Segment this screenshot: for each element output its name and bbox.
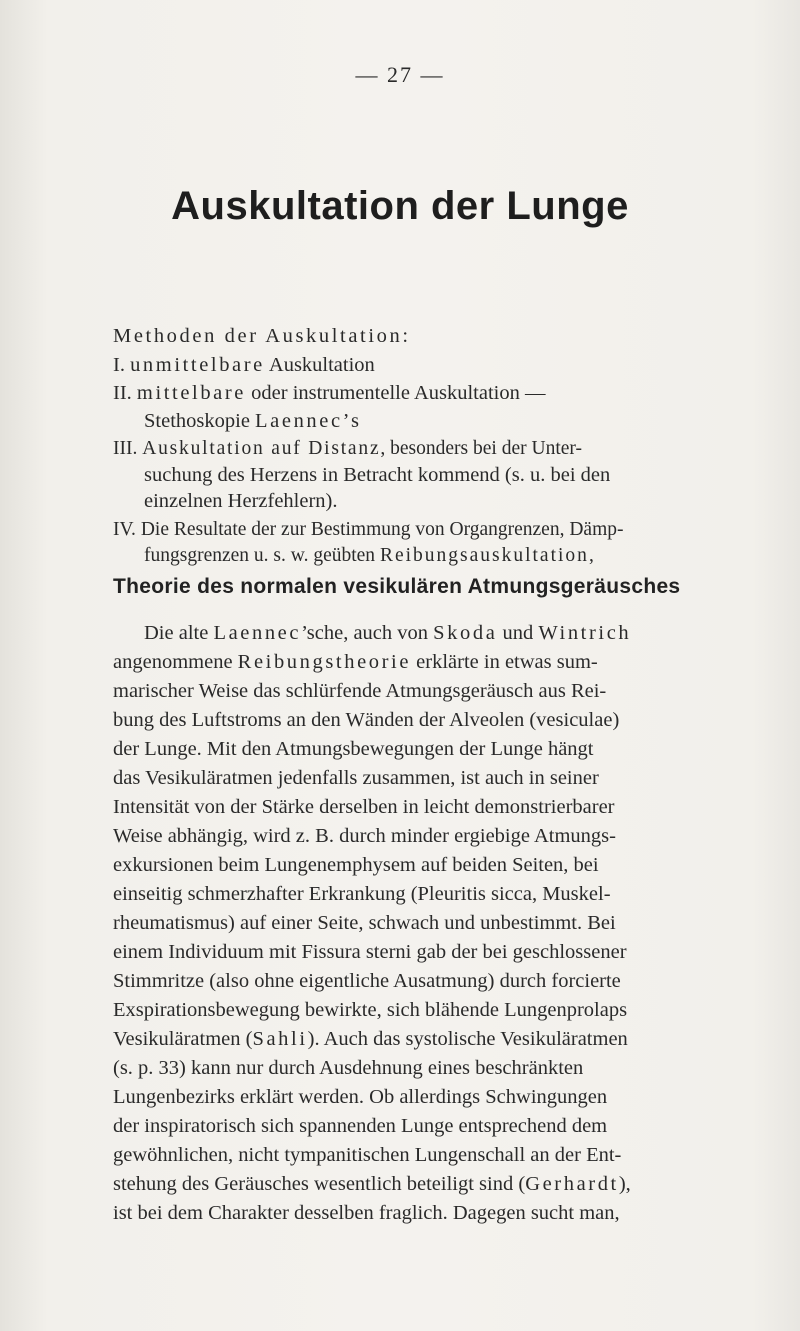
methods-heading: Methoden der Auskultation: <box>113 325 411 347</box>
para-1-text-a: Die alte <box>144 622 214 644</box>
section-heading: Theorie des normalen vesikulären Atmungsgeräusches <box>113 575 681 598</box>
paragraph-line-7: Intensität von der Stärke derselben in leicht demonstrierbarer <box>113 796 615 818</box>
paragraph-line-6: das Vesikuläratmen jedenfalls zusammen, ist auch in seiner <box>113 767 599 789</box>
paragraph-line-5: der Lunge. Mit den Atmungsbewegungen der Lunge hängt <box>113 738 594 760</box>
method-3-text: , besonders bei der Unter- <box>380 438 582 459</box>
method-4-cont-1 <box>144 543 800 569</box>
paragraph-line-14: Exspirationsbewegung bewirkte, sich blähende Lungenprolaps <box>113 999 628 1021</box>
paragraph-line-2 <box>113 649 800 675</box>
method-4-text: Die Resultate der zur Bestimmung von Organgrenzen, Dämp- <box>140 519 624 540</box>
author-wintrich: Wintrich <box>538 622 632 644</box>
author-laennec: Laennec <box>213 622 302 644</box>
method-item-4 <box>113 517 800 543</box>
method-3-cont-2: einzelnen Herzfehlern). <box>144 490 338 512</box>
method-2-text: oder instrumentelle Auskultation — <box>246 382 546 404</box>
method-3-emphasis: Auskultation auf Distanz <box>142 438 381 459</box>
method-item-2 <box>113 380 800 406</box>
paragraph-line-20 <box>113 1171 800 1197</box>
paragraph-line-3: marischer Weise das schlürfende Atmungsgeräusch aus Rei- <box>113 680 607 702</box>
paragraph-line-12: einem Individuum mit Fissura sterni gab der bei geschlossener <box>113 941 627 963</box>
term-reibungstheorie: Reibungstheorie <box>237 651 412 673</box>
method-1-text: Auskultation <box>264 354 375 376</box>
para-15-text-b: ). Auch das systolische Vesikuläratmen <box>307 1028 628 1050</box>
para-1-text-c: und <box>497 622 539 644</box>
method-item-3 <box>113 436 800 462</box>
para-1-text-b: ’sche, auch von <box>301 622 434 644</box>
method-4-cont-1-end: , <box>588 545 594 566</box>
paragraph-line-8: Weise abhängig, wird z. B. durch minder ergiebige Atmungs- <box>113 825 616 847</box>
method-3-number: III. <box>113 438 138 459</box>
author-skoda: Skoda <box>433 622 498 644</box>
method-item-1 <box>113 352 800 378</box>
method-2-cont-text: Stethoskopie <box>144 410 256 432</box>
para-2-text-a: angenommene <box>113 651 238 673</box>
page-title: Auskultation der Lunge <box>171 184 629 228</box>
method-4-cont-1-text: fungsgrenzen u. s. w. geübten <box>144 545 380 566</box>
author-gerhardt: Gerhardt <box>525 1173 619 1195</box>
para-2-text-b: erklärte in etwas sum- <box>411 651 598 673</box>
paragraph-line-19: gewöhnlichen, nicht tympanitischen Lungenschall an der Ent- <box>113 1144 622 1166</box>
paragraph-line-10: einseitig schmerzhafter Erkrankung (Pleuritis sicca, Muskel- <box>113 883 611 905</box>
paragraph-line-13: Stimmritze (also ohne eigentliche Ausatmung) durch forcierte <box>113 970 621 992</box>
method-4-number: IV. <box>113 519 136 540</box>
paragraph-line-11: rheumatismus) auf einer Seite, schwach und unbestimmt. Bei <box>113 912 616 934</box>
method-1-emphasis: unmittelbare <box>130 354 265 376</box>
paragraph-line-16: (s. p. 33) kann nur durch Ausdehnung eines beschränkten <box>113 1057 584 1079</box>
method-2-number: II. <box>113 382 132 404</box>
paragraph-line-4: bung des Luftstroms an den Wänden der Alveolen (vesiculae) <box>113 709 620 731</box>
paragraph-line-9: exkursionen beim Lungenemphysem auf beiden Seiten, bei <box>113 854 599 876</box>
method-2-continuation <box>144 408 800 434</box>
paragraph-line-1 <box>144 620 800 646</box>
page-number: — 27 — <box>355 62 445 87</box>
para-15-text-a: Vesikuläratmen ( <box>113 1028 253 1050</box>
para-20-text-a: stehung des Geräusches wesentlich beteiligt sind ( <box>113 1173 526 1195</box>
paragraph-line-18: der inspiratorisch sich spannenden Lunge entsprechend dem <box>113 1115 608 1137</box>
method-3-cont-1: suchung des Herzens in Betracht kommend (s. u. bei den <box>144 464 611 486</box>
author-sahli: Sahli <box>252 1028 308 1050</box>
method-1-number: I. <box>113 354 125 376</box>
paragraph-line-15 <box>113 1026 800 1052</box>
method-2-emphasis: mittelbare <box>136 382 247 404</box>
method-2-author: Laennec’s <box>255 410 362 432</box>
para-20-text-b: ), <box>618 1173 631 1195</box>
paragraph-line-21: ist bei dem Charakter desselben fraglich. Dagegen sucht man, <box>113 1202 620 1224</box>
paragraph-line-17: Lungenbezirks erklärt werden. Ob allerdings Schwingungen <box>113 1086 608 1108</box>
method-4-emphasis: Reibungsauskultation <box>379 545 589 566</box>
